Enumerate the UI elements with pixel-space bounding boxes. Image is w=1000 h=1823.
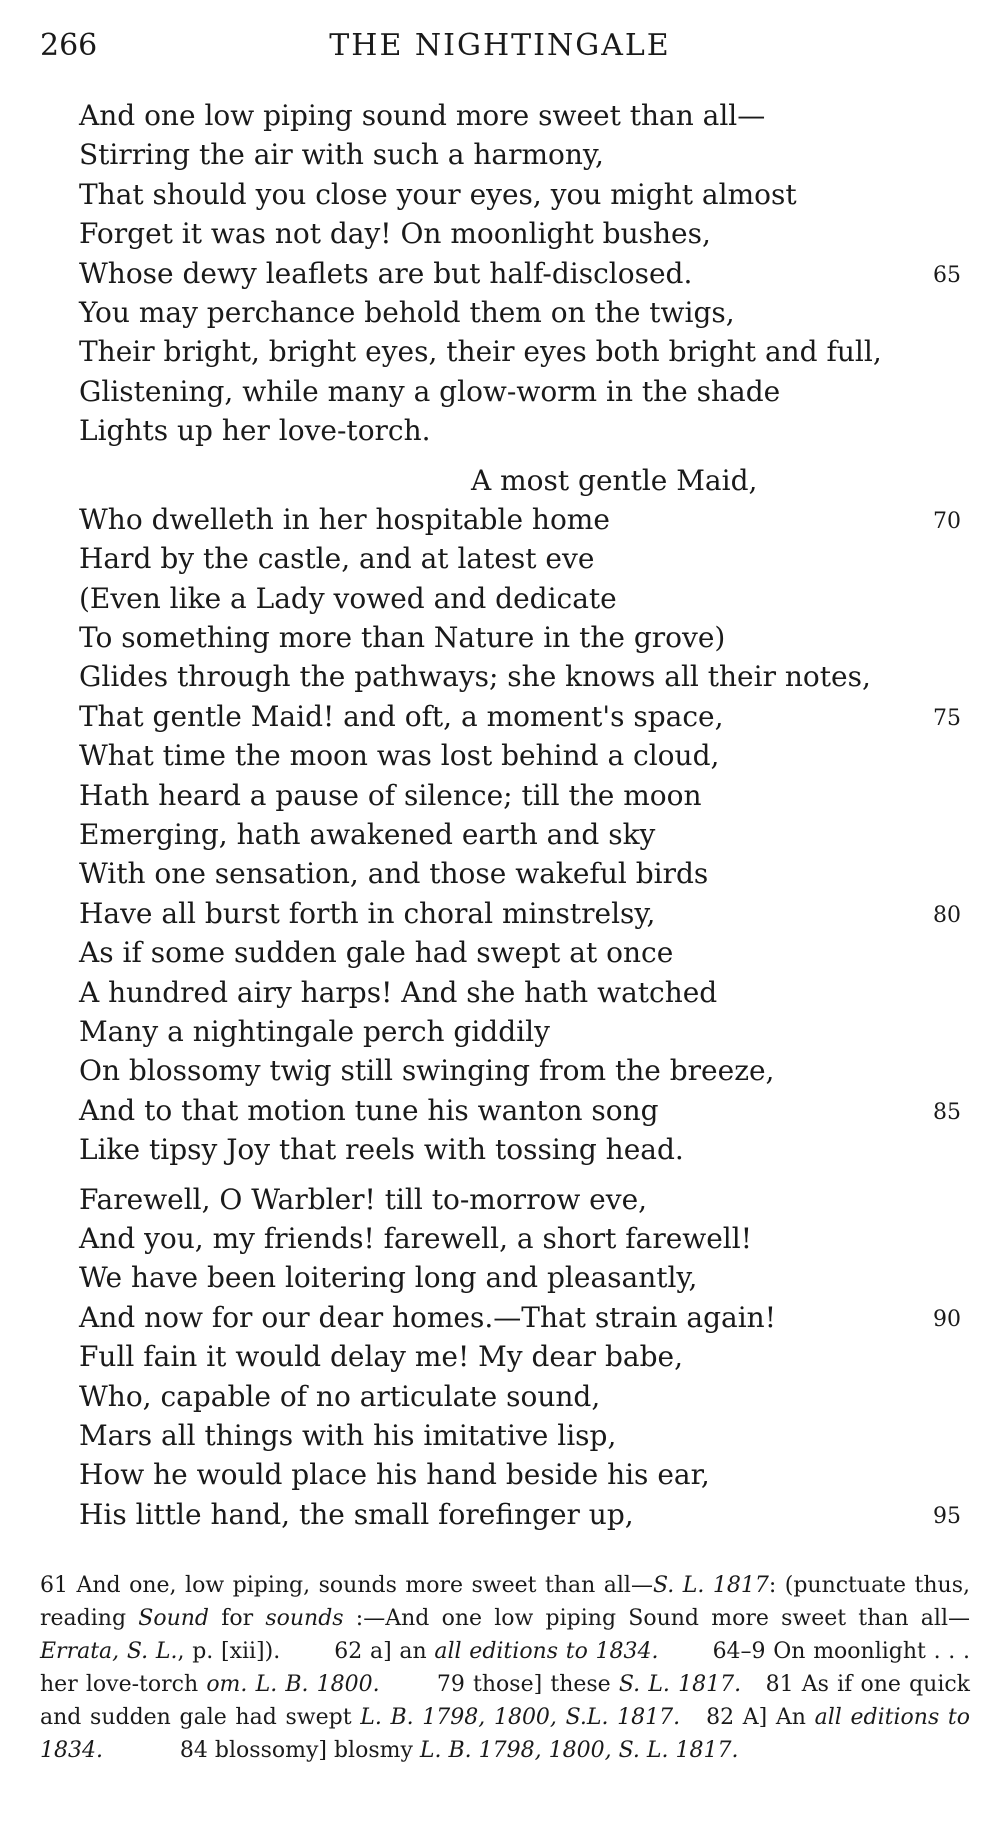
note-82: 82 A] An all editions to 1834. [40, 1705, 970, 1763]
poem-line-text: Mars all things with his imitative lisp, [79, 1418, 617, 1452]
poem-line-text: What time the moon was lost behind a cloud, [79, 739, 720, 773]
poem-line-text: Farewell, O Warbler! till to-morrow eve, [79, 1182, 648, 1216]
poem-line [79, 1130, 969, 1169]
poem-line [79, 214, 969, 253]
line-number: 70 [933, 508, 961, 534]
stanza-break [79, 1170, 969, 1180]
line-number: 95 [933, 1503, 961, 1529]
page-number: 266 [40, 28, 98, 63]
stanza-break [79, 451, 969, 461]
poem-text [79, 96, 969, 1534]
poem-line [79, 372, 969, 411]
poem-line-text: A most gentle Maid, [471, 463, 758, 497]
line-number: 65 [933, 262, 961, 288]
poem-line [79, 854, 969, 893]
note-79: 79 those] these S. L. 1817. [436, 1672, 742, 1697]
running-head: THE NIGHTINGALE [329, 28, 671, 63]
poem-line-text: Stirring the air with such a harmony, [79, 138, 604, 172]
poem-line-text: Whose dewy leaflets are but half-disclosed. [79, 256, 693, 290]
poem-line-text: Hath heard a pause of silence; till the moon [79, 778, 702, 812]
poem-line-text: And you, my friends! farewell, a short farewell! [79, 1221, 752, 1255]
poem-line-text: To something more than Nature in the grove) [79, 621, 726, 655]
note-84: 84 blossomy] blosmy L. B. 1798, 1800, S. L. 1817. [179, 1738, 739, 1763]
note-61: 61 And one, low piping, sounds more sweet than all—S. L. 1817: (punctuate thus, reading Sound for sounds :—And one low piping Sound more sweet than all—Errata, S. L., p. [xii]). [40, 1573, 970, 1664]
poem-line-text: Hard by the castle, and at latest eve [79, 542, 595, 576]
poem-line [79, 1180, 969, 1219]
line-number: 80 [933, 902, 961, 928]
poem-line [79, 539, 969, 578]
line-number: 90 [933, 1306, 961, 1332]
poem-line [79, 657, 969, 696]
note-81: 81 As if one quick and sudden gale had swept L. B. 1798, 1800, S.L. 1817. [40, 1672, 971, 1730]
poem-line-text: Who dwelleth in her hospitable home [79, 502, 610, 536]
poem-line [79, 933, 969, 972]
note-62: 62 a] an all editions to 1834. [334, 1639, 659, 1664]
poem-line-text: His little hand, the small forefinger up, [79, 1497, 634, 1531]
poem-line [79, 1051, 969, 1090]
poem-line [79, 1416, 969, 1455]
poem-line [79, 1337, 969, 1376]
line-number: 85 [933, 1099, 961, 1125]
poem-line-text: With one sensation, and those wakeful birds [79, 857, 709, 891]
note-paragraph [40, 1569, 970, 1767]
poem-line [79, 500, 969, 539]
poem-line [79, 175, 969, 214]
poem-line [79, 1298, 969, 1337]
poem-line-text: That gentle Maid! and oft, a moment's space, [79, 699, 724, 733]
poem-line [79, 411, 969, 450]
textual-notes [40, 1569, 970, 1767]
poem-line-text: Like tipsy Joy that reels with tossing head. [79, 1133, 684, 1167]
poem-line-text: And now for our dear homes.—That strain again! [79, 1300, 776, 1334]
poem-line-text: Their bright, bright eyes, their eyes both bright and full, [79, 335, 882, 369]
poem-line [79, 1455, 969, 1494]
poem-line [79, 332, 969, 371]
poem-line [79, 96, 969, 135]
poem-line [79, 1012, 969, 1051]
poem-line [79, 736, 969, 775]
poem-line-text: Forget it was not day! On moonlight bushes, [79, 217, 711, 251]
poem-line-text: Lights up her love-torch. [79, 414, 431, 448]
poem-line [79, 618, 969, 657]
poem-line-text: We have been loitering long and pleasantly, [79, 1261, 698, 1295]
poem-line [79, 1219, 969, 1258]
poem-line-text: Full fain it would delay me! My dear babe, [79, 1340, 683, 1374]
poem-line-text: And to that motion tune his wanton song [79, 1093, 659, 1127]
poem-line [79, 1258, 969, 1297]
poem-line-text: On blossomy twig still swinging from the breeze, [79, 1054, 775, 1088]
poem-line [79, 894, 969, 933]
poem-line [79, 697, 969, 736]
poem-line-text: (Even like a Lady vowed and dedicate [79, 581, 617, 615]
poem-line [79, 973, 969, 1012]
poem-line [79, 815, 969, 854]
poem-line [79, 135, 969, 174]
poem-line-text: A hundred airy harps! And she hath watched [79, 975, 718, 1009]
poem-line [79, 1495, 969, 1534]
poem-line [79, 293, 969, 332]
poem-line-text: Emerging, hath awakened earth and sky [79, 818, 656, 852]
note-64-9: 64–9 On moonlight . . . her love-torch om. L. B. 1800. [40, 1639, 971, 1697]
poem-line-text: Glides through the pathways; she knows all their notes, [79, 660, 871, 694]
poem-line-text: How he would place his hand beside his ear, [79, 1458, 710, 1492]
poem-line-text: Have all burst forth in choral minstrelsy, [79, 896, 656, 930]
poem-line-text: Many a nightingale perch giddily [79, 1014, 550, 1048]
poem-line [79, 461, 969, 500]
poem-line [79, 1377, 969, 1416]
poem-line-text: As if some sudden gale had swept at once [79, 936, 674, 970]
poem-line [79, 579, 969, 618]
line-number: 75 [933, 705, 961, 731]
page-header [40, 28, 960, 68]
poem-line-text: Who, capable of no articulate sound, [79, 1379, 601, 1413]
poem-line-text: And one low piping sound more sweet than all— [79, 99, 766, 132]
poem-line [79, 1091, 969, 1130]
poem-line-text: You may perchance behold them on the twigs, [79, 295, 735, 329]
poem-line-text: That should you close your eyes, you might almost [79, 177, 797, 211]
poem-line-text: Glistening, while many a glow-worm in the shade [79, 374, 781, 408]
poem-line [79, 254, 969, 293]
poem-line [79, 776, 969, 815]
